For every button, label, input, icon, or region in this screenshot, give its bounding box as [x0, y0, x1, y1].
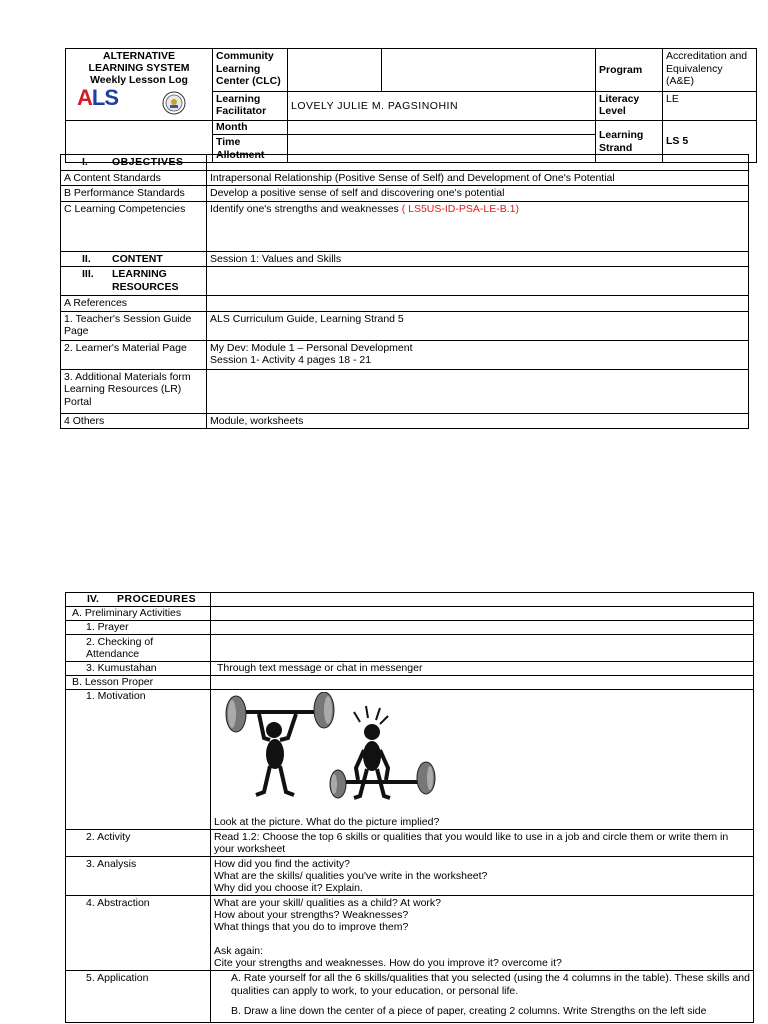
objectives-heading — [61, 155, 207, 171]
als-title-line: ALTERNATIVE — [103, 50, 175, 62]
ask-again-text: Cite your strengths and weaknesses. How do you improve it? overcome it? — [214, 957, 562, 969]
logo-row — [69, 85, 209, 119]
als-title-line: Weekly Lesson Log — [90, 74, 188, 86]
references-label: A References — [61, 296, 207, 312]
als-title-line: LEARNING SYSTEM — [88, 62, 190, 74]
competency-text: Identify one's strengths and weaknesses — [210, 202, 402, 215]
kumustahan-label: 3. Kumustahan — [66, 662, 211, 676]
content-standards-label: A Content Standards — [61, 170, 207, 186]
motivation-label: 1. Motivation — [66, 690, 211, 830]
resources-heading — [61, 267, 207, 296]
als-title-cell — [66, 49, 213, 121]
competencies-value — [207, 201, 749, 251]
attendance-value — [211, 635, 754, 662]
objectives-table — [60, 154, 749, 429]
analysis-line: How did you find the activity? — [214, 858, 350, 870]
application-item-b: B. Draw a line down the center of a piece of paper, creating 2 columns. Write Strengths on the left side — [231, 1005, 707, 1017]
lesson-proper-label: B. Lesson Proper — [66, 676, 211, 690]
content-heading — [61, 251, 207, 267]
application-spacer — [231, 997, 750, 1005]
deped-seal-icon — [162, 91, 186, 115]
objectives-heading-num: I. — [82, 156, 88, 168]
facilitator-value: LOVELY JULIE M. PAGSINOHIN — [288, 91, 596, 120]
resources-heading-line1: LEARNING — [112, 268, 167, 280]
resources-heading-value — [207, 267, 749, 296]
learner-material-line: My Dev: Module 1 – Personal Development — [210, 341, 413, 354]
prayer-label: 1. Prayer — [66, 621, 211, 635]
abstraction-spacer — [214, 933, 750, 945]
application-value — [211, 971, 754, 1023]
preliminary-value — [211, 607, 754, 621]
motivation-value — [211, 690, 754, 830]
month-label: Month — [213, 121, 288, 135]
abstraction-line: How about your strengths? Weaknesses? — [214, 909, 409, 921]
clc-value-1 — [288, 49, 382, 92]
procedures-table — [65, 592, 754, 1023]
content-standards-value: Intrapersonal Relationship (Positive Sense of Self) and Development of One's Potential — [207, 170, 749, 186]
procedures-heading-value — [211, 593, 754, 607]
objectives-heading-text: OBJECTIVES — [112, 156, 184, 168]
weightlifters-illustration — [214, 692, 444, 810]
performance-standards-label: B Performance Standards — [61, 186, 207, 202]
abstraction-value — [211, 896, 754, 971]
time-label: Time Allotment — [213, 135, 288, 163]
activity-label: 2. Activity — [66, 830, 211, 857]
analysis-label: 3. Analysis — [66, 857, 211, 896]
procedures-heading — [66, 593, 211, 607]
learner-material-label: 2. Learner's Material Page — [61, 340, 207, 369]
content-value: Session 1: Values and Skills — [207, 251, 749, 267]
strand-label: Learning Strand — [596, 121, 663, 163]
analysis-line: What are the skills/ qualities you've write in the worksheet? — [214, 870, 488, 882]
program-value: Accreditation and Equivalency (A&E) — [663, 49, 757, 92]
analysis-value — [211, 857, 754, 896]
competency-code: ( LS5US-ID-PSA-LE-B.1) — [401, 202, 519, 215]
preliminary-label: A. Preliminary Activities — [66, 607, 211, 621]
objectives-heading-value — [207, 155, 749, 171]
header-table — [65, 48, 757, 163]
clc-value-2 — [382, 49, 596, 92]
learner-material-value — [207, 340, 749, 369]
motivation-text: Look at the picture. What do the picture implied? — [214, 815, 440, 828]
additional-materials-value — [207, 369, 749, 413]
procedures-heading-num: IV. — [87, 593, 99, 605]
facilitator-label: Learning Facilitator — [213, 91, 288, 120]
application-item-a: A. Rate yourself for all the 6 skills/qualities that you selected (using the 4 columns in the table). These skills and qualities can apply to work, to your education, or personal life. — [231, 972, 750, 997]
lesson-proper-value — [211, 676, 754, 690]
als-logo-a: A — [77, 85, 92, 110]
lifter-overhead-icon — [226, 692, 334, 795]
others-value: Module, worksheets — [207, 413, 749, 429]
ask-again-label: Ask again: — [214, 945, 264, 957]
teacher-guide-value: ALS Curriculum Guide, Learning Strand 5 — [207, 311, 749, 340]
kumustahan-value: Through text message or chat in messenger — [211, 662, 754, 676]
others-label: 4 Others — [61, 413, 207, 429]
competencies-label: C Learning Competencies — [61, 201, 207, 251]
references-value — [207, 296, 749, 312]
prayer-value — [211, 621, 754, 635]
performance-standards-value: Develop a positive sense of self and discovering one's potential — [207, 186, 749, 202]
als-logo — [77, 85, 119, 110]
clc-label: Community Learning Center (CLC) — [213, 49, 288, 92]
analysis-line: Why did you choose it? Explain. — [214, 882, 363, 894]
program-label: Program — [596, 49, 663, 92]
month-value — [288, 121, 596, 135]
procedures-heading-text: PROCEDURES — [117, 593, 197, 605]
resources-heading-line2: RESOURCES — [112, 281, 179, 293]
content-heading-num: II. — [82, 252, 91, 265]
abstraction-label: 4. Abstraction — [66, 896, 211, 971]
resources-heading-num: III. — [82, 268, 94, 280]
strand-value: LS 5 — [663, 121, 757, 163]
literacy-value: LE — [663, 91, 757, 120]
attendance-label: 2. Checking of Attendance — [66, 635, 211, 662]
abstraction-line: What things that you do to improve them? — [214, 921, 409, 933]
literacy-label: Literacy Level — [596, 91, 663, 120]
additional-materials-label: 3. Additional Materials form Learning Resources (LR) Portal — [61, 369, 207, 413]
activity-value: Read 1.2: Choose the top 6 skills or qualities that you would like to use in a job and circle them or write them in your worksheet — [211, 830, 754, 857]
lifter-strain-icon — [330, 706, 435, 798]
learner-material-line: Session 1- Activity 4 pages 18 - 21 — [210, 354, 372, 366]
content-heading-text: CONTENT — [112, 252, 163, 265]
teacher-guide-label: 1. Teacher's Session Guide Page — [61, 311, 207, 340]
als-logo-ls: LS — [91, 85, 119, 110]
abstraction-line: What are your skill/ qualities as a child? At work? — [214, 897, 442, 909]
application-label: 5. Application — [66, 971, 211, 1023]
